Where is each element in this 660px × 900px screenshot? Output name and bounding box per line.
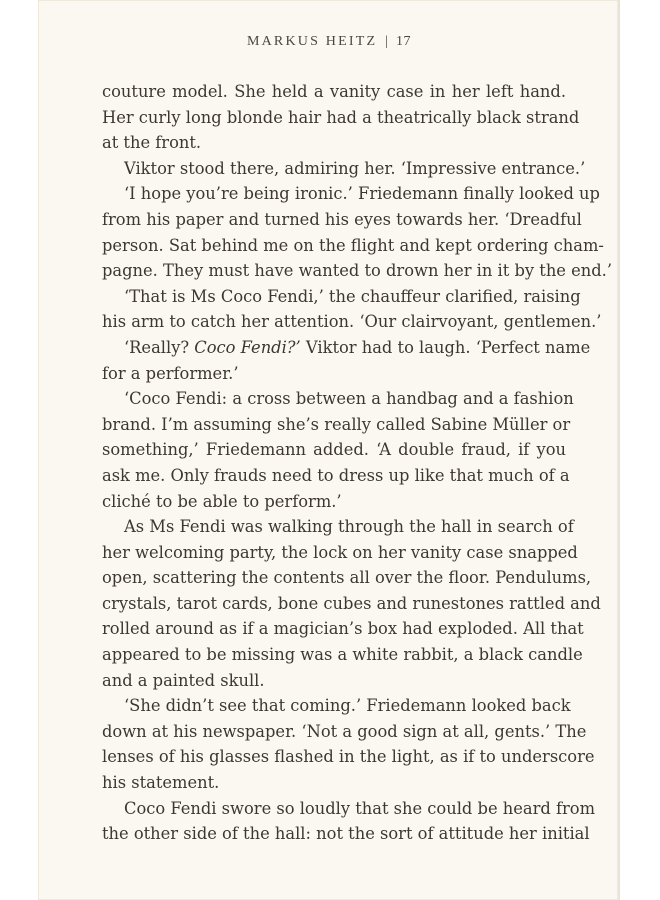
author-name: MARKUS HEITZ	[246, 34, 378, 49]
text-line: Viktor stood there, admiring her. ‘Impressive entrance.’	[124, 158, 586, 178]
text-line: open, scattering the contents all over the floor. Pendulums,	[102, 568, 592, 588]
text-line: the other side of the hall: not the sort of attitude her initial	[102, 824, 590, 844]
text-line: brand. I’m assuming she’s really called Sabine Müller or	[102, 414, 571, 434]
text-line: for a performer.’	[102, 363, 239, 383]
text-line: As Ms Fendi was walking through the hall in search of	[124, 517, 574, 537]
text-line: lenses of his glasses flashed in the light, as if to underscore	[102, 747, 595, 767]
text-line: and a painted skull.	[102, 670, 265, 690]
italic-name: Coco Fendi?’	[194, 337, 301, 357]
text-segment: Viktor had to laugh. ‘Perfect name	[300, 337, 591, 357]
text-line: pagne. They must have wanted to drown her in it by the end.’	[102, 261, 613, 281]
text-line: ‘I hope you’re being ironic.’ Friedemann finally looked up	[124, 184, 600, 204]
text-line: cliché to be able to perform.’	[102, 491, 342, 511]
text-line: from his paper and turned his eyes towards her. ‘Dreadful	[102, 209, 582, 229]
text-line: at the front.	[102, 133, 202, 153]
text-line: couture model. She held a vanity case in her left hand.	[102, 82, 566, 101]
header-separator: |	[385, 34, 389, 49]
book-page	[38, 0, 620, 900]
text-line: Coco Fendi swore so loudly that she could be heard from	[124, 798, 596, 818]
running-head	[38, 34, 620, 50]
text-line: appeared to be missing was a white rabbit, a black candle	[102, 645, 583, 665]
text-line: something,’ Friedemann added. ‘A double fraud, if you	[102, 440, 566, 460]
text-segment: ‘Really?	[124, 337, 195, 357]
text-line: ‘That is Ms Coco Fendi,’ the chauffeur clarified, raising	[124, 286, 581, 306]
text-line: his arm to catch her attention. ‘Our clairvoyant, gentlemen.’	[102, 312, 602, 332]
text-line: his statement.	[102, 773, 220, 793]
text-line: rolled around as if a magician’s box had exploded. All that	[102, 619, 584, 639]
text-line: ‘She didn’t see that coming.’ Friedemann looked back	[124, 696, 571, 716]
text-line	[102, 335, 591, 361]
text-line: down at his newspaper. ‘Not a good sign at all, gents.’ The	[102, 721, 587, 741]
text-line: crystals, tarot cards, bone cubes and runestones rattled and	[102, 593, 601, 613]
text-line: Her curly long blonde hair had a theatrically black strand	[102, 107, 580, 127]
text-line: person. Sat behind me on the flight and kept ordering cham-	[102, 235, 604, 255]
page-number: 17	[396, 34, 412, 49]
text-line: ask me. Only frauds need to dress up like that much of a	[102, 465, 570, 485]
text-line: ‘Coco Fendi: a cross between a handbag and a fashion	[124, 389, 574, 409]
body-text	[102, 79, 613, 847]
text-line: her welcoming party, the lock on her vanity case snapped	[102, 542, 578, 562]
